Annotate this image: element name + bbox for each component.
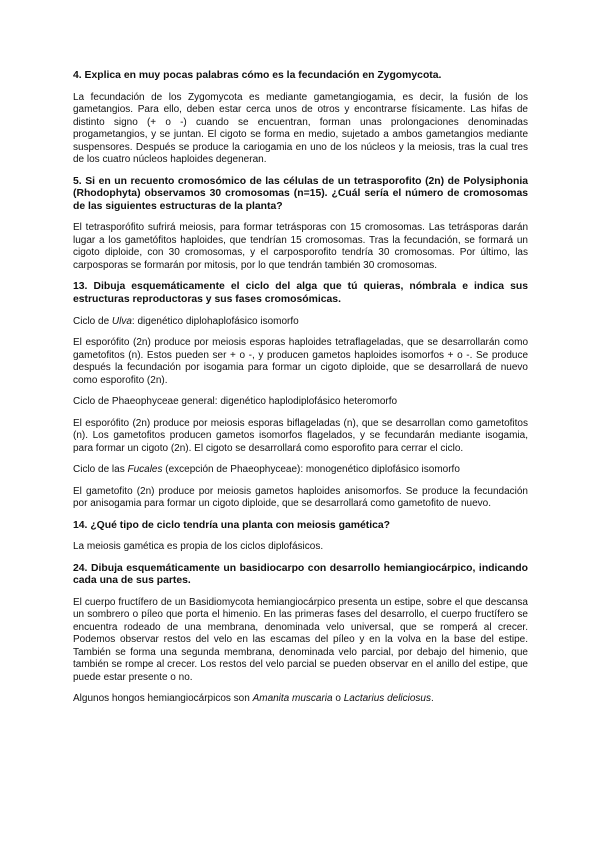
document-page bbox=[73, 70, 528, 715]
ulva-heading-suffix: : digenético diplohaplofásico isomorfo bbox=[131, 315, 299, 327]
examples-joiner: o bbox=[332, 693, 344, 705]
answer-24-text: El cuerpo fructífero de un Basidiomycota hemiangiocárpico presenta un estipe, sobre el que descansa un sombrero o píleo que porta el himenio. En las primeras fases del desarrollo, el cuerpo fructífero se encuentra rodeado de una membrana, denominada velo universal, que se romperá al crecer. Podemos observar restos del velo en las escamas del píleo y en la volva en la base del estipe. También se forma una segunda membrana, denominada velo parcial, por debajo del himenio, que también se rompe al crecer. Los restos del velo parcial se pueden observar en el anillo del estipe, que puede estar presente o no. bbox=[73, 596, 528, 683]
ulva-name: Ulva bbox=[111, 315, 132, 327]
ulva-heading-prefix: Ciclo de bbox=[73, 315, 112, 327]
question-13-title: 13. Dibuja esquemáticamente el ciclo del alga que tú quieras, nómbrala e indica sus estructuras reproductoras y sus fases cromosómicas. bbox=[73, 281, 528, 305]
question-4-title: 4. Explica en muy pocas palabras cómo es la fecundación en Zygomycota. bbox=[73, 70, 442, 81]
fucales-heading bbox=[73, 464, 528, 477]
question-5-title: 5. Si en un recuento cromosómico de las células de un tetrasporofito (2n) de Polysiphonia (Rhodophyta) observamos 30 cromosomas (n=15). ¿Cuál sería el número de cromosomas de las siguientes estructuras de la planta? bbox=[73, 175, 528, 212]
fucales-heading-prefix: Ciclo de las bbox=[73, 464, 128, 476]
question-14-title: 14. ¿Qué tipo de ciclo tendría una planta con meiosis gamética? bbox=[73, 519, 390, 531]
phaeophyceae-text: El esporófito (2n) produce por meiosis esporas biflageladas (n), que se desarrollan como gametofitos (n). Los gametofitos producen gametos isomorfos flagelados, y se fecundarán mediante isogamia, para formar un cigoto (2n). El cigoto se desarrollará como esporofito para cerrar el ciclo. bbox=[73, 417, 528, 454]
examples-suffix: . bbox=[430, 693, 434, 705]
answer-4-text: La fecundación de los Zygomycota es mediante gametangiogamia, es decir, la fusión de los gametangios. Para ello, deben estar cerca unos de otros y encontrarse físicamente. Las hifas de distinto signo (+ o -) cuando se encuentran, forman unas prolongaciones denominadas progametangios, y se juntan. El cigoto se forma en medio, sujetado a ambos gametangios mediante suspensores. Después se produce la cariogamia en uno de los núcleos y la meiosis, tras la cual tres de los cuatro núcleos haploides degeneran. bbox=[73, 91, 528, 166]
answer-5-text: El tetrasporófito sufrirá meiosis, para formar tetrásporas con 15 cromosomas. Las tetrásporas darán lugar a los gametófitos haploides, que tendrían 15 cromosomas. Tras la fecundación, se formará un cigoto diploide, con 30 cromosomas, y el carposporofito tendría 30 cromosomas. Por último, las carposporas se formarán por mitosis, por lo que tendrán también 30 cromosomas. bbox=[73, 222, 528, 271]
answer-14-text: La meiosis gamética es propia de los ciclos diplofásicos. bbox=[73, 541, 324, 553]
fucales-name: Fucales bbox=[127, 464, 163, 476]
phaeophyceae-heading: Ciclo de Phaeophyceae general: digenético haplodiplofásico heteromorfo bbox=[73, 396, 398, 408]
ulva-text: El esporófito (2n) produce por meiosis esporas haploides tetraflageladas, que se desarrollarán como gametofitos (n). Estos pueden ser + o -, y producen gametos haploides isomorfos + o -. Se produce después la fecundación por isogamia para formar un cigoto diploide, que se desarrollará de nuevo como esporofito (2n). bbox=[73, 337, 528, 386]
answer-24-examples bbox=[73, 693, 528, 706]
fucales-text: El gametofito (2n) produce por meiosis gametos haploides anisomorfos. Se produce la fecundación por anisogamia para formar un cigoto diploide, que se desarrollará como gametofito de nuevo. bbox=[73, 485, 528, 510]
examples-prefix: Algunos hongos hemiangiocárpicos son bbox=[73, 693, 253, 705]
fucales-heading-suffix: (excepción de Phaeophyceae): monogenético diplofásico isomorfo bbox=[162, 464, 460, 476]
ulva-heading bbox=[73, 316, 528, 329]
example-lactarius: Lactarius deliciosus bbox=[343, 693, 431, 705]
example-amanita: Amanita muscaria bbox=[252, 693, 333, 705]
question-24-title: 24. Dibuja esquemáticamente un basidiocarpo con desarrollo hemiangiocárpico, indicando cada una de sus partes. bbox=[73, 562, 528, 587]
